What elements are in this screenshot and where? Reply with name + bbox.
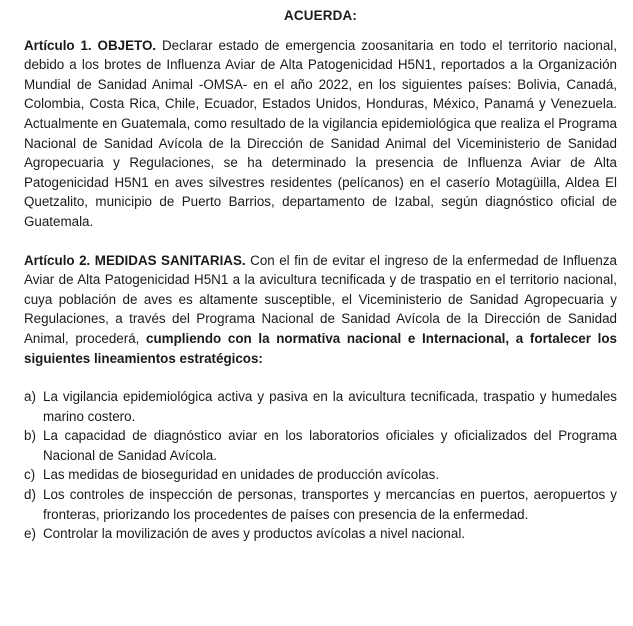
list-item-text: Los controles de inspección de personas, transportes y mercancías en puertos, aeropuertos y fronteras, priorizando los procedentes de países con presencia de la enfermedad.: [43, 487, 617, 522]
list-item-marker: e): [24, 526, 36, 542]
list-item-marker: a): [24, 389, 36, 405]
list-item: [24, 387, 617, 426]
list-item: [24, 485, 617, 524]
list-item-marker: b): [24, 428, 36, 444]
article-1-text: Declarar estado de emergencia zoosanitaria en todo el territorio nacional, debido a los brotes de Influenza Aviar de Alta Patogenicidad H5N1, reportados a la Organización Mundial de Sanidad Animal -OMSA- en el año 2022, en los siguientes países: Bolivia, Canadá, Colombia, Costa Rica, Chile, Ecuador, Estados Unidos, Honduras, México, Panamá y Venezuela. Actualmente en Guatemala, como resultado de la vigilancia epidemiológica que realiza el Programa Nacional de Sanidad Avícola de la Dirección de Sanidad Animal del Viceministerio de Sanidad Agropecuaria y Regulaciones, se ha determinado la presencia de Influenza Aviar de Alta Patogenicidad H5N1 en aves silvestres residentes (pelícanos) en el caserío Motagüilla, Aldea El Quetzalito, municipio de Puerto Barrios, departamento de Izabal, según diagnóstico oficial de Guatemala.: [24, 37, 618, 229]
list-item-text: La vigilancia epidemiológica activa y pasiva en la avicultura tecnificada, traspatio y humedales marino costero.: [43, 389, 617, 424]
list-item-marker: c): [24, 467, 36, 483]
list-item: [24, 426, 617, 465]
article-1-label: Artículo 1. OBJETO.: [24, 37, 157, 53]
list-item-text: La capacidad de diagnóstico aviar en los laboratorios oficiales y oficializados del Programa Nacional de Sanidad Avícola.: [43, 428, 617, 463]
article-2-text: Con el fin de evitar el ingreso de la enfermedad de Influenza Aviar de Alta Patogenicidad H5N1 a la avicultura tecnificada y de traspatio en el territorio nacional, cuya población de aves es altamente susceptible, el Viceministerio de Sanidad Agropecuaria y Regulaciones, a través del Programa Nacional de Sanidad Avícola de la Dirección de Sanidad Animal, procederá,: [24, 252, 617, 346]
list-item: [24, 524, 617, 544]
list-item-text: Controlar la movilización de aves y productos avícolas a nivel nacional.: [43, 526, 466, 542]
document-heading: ACUERDA:: [283, 8, 357, 23]
list-item-text: Las medidas de bioseguridad en unidades de producción avícolas.: [43, 467, 440, 483]
article-1-paragraph: [24, 36, 617, 232]
article-2-paragraph: [24, 251, 617, 369]
article-2-bold-text: cumpliendo con la normativa nacional e Internacional, a fortalecer los siguientes lineamientos estratégicos:: [24, 330, 617, 366]
list-item: [24, 465, 617, 485]
list-item-marker: d): [24, 487, 36, 503]
measures-list: [24, 387, 617, 544]
article-2-label: Artículo 2. MEDIDAS SANITARIAS.: [24, 252, 246, 268]
